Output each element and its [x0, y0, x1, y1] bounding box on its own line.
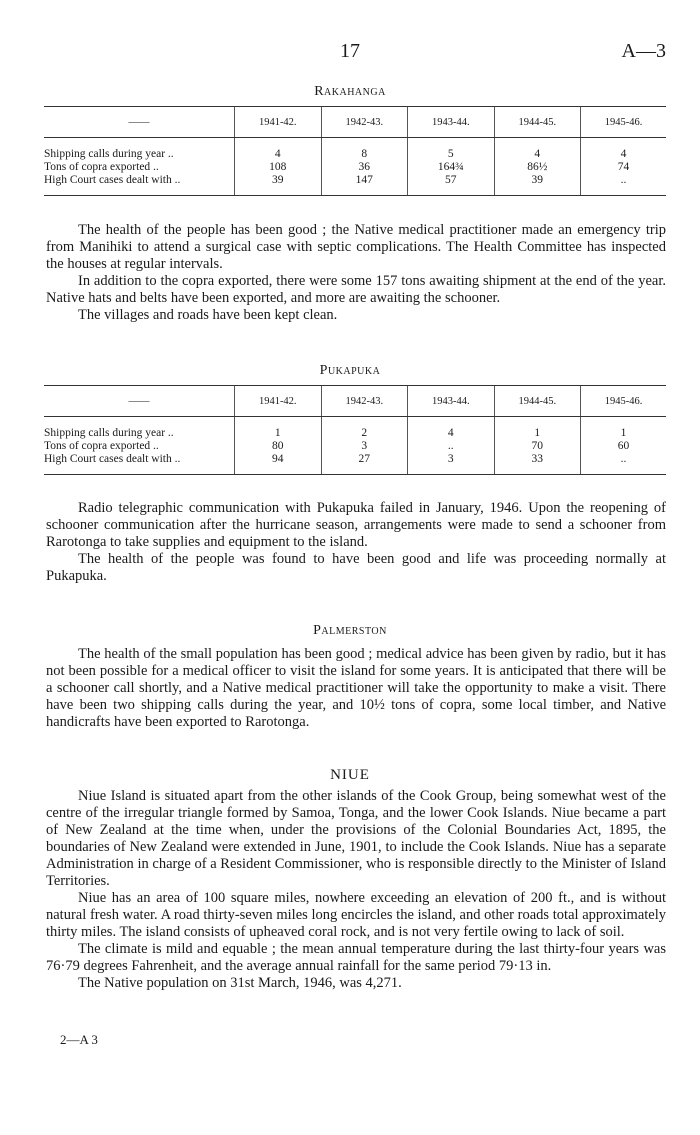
table-header-row [44, 107, 666, 138]
table-cell: 8 [321, 148, 408, 161]
table-cell: 3 [321, 440, 408, 453]
table-cell: 36 [321, 161, 408, 174]
table-row [44, 453, 666, 466]
table-row [44, 440, 666, 453]
column-header: 1944-45. [494, 386, 581, 417]
table-cell: 86½ [494, 161, 581, 174]
column-header: 1942-43. [321, 386, 408, 417]
row-label: Tons of copra exported .. [44, 161, 159, 173]
document-reference: A—3 [621, 40, 666, 62]
table-cell: 33 [494, 453, 581, 466]
table-cell: 4 [581, 148, 666, 161]
paragraph: Niue has an area of 100 square miles, nowhere exceeding an elevation of 200 ft., and is without natural fresh water. A road thirty-seven miles long encircles the island, and other roads total approximately thirty miles. The island consists of upheaved coral rock, and is not very fertile owing to lack of soil. [46, 890, 666, 940]
column-header: —— [44, 386, 235, 417]
rakahanga-table [44, 106, 666, 196]
table-cell: 4 [408, 427, 495, 440]
paragraph: The Native population on 31st March, 1946, was 4,271. [78, 975, 402, 991]
section-title-rakahanga: Rakahanga [314, 84, 386, 99]
row-label: Tons of copra exported .. [44, 440, 159, 452]
column-header: —— [44, 107, 235, 138]
column-header: 1941-42. [235, 107, 322, 138]
section-title-palmerston: Palmerston [313, 623, 387, 638]
paragraph: The climate is mild and equable ; the mean annual temperature during the last thirty-four years was 76·79 degrees Fahrenheit, and the average annual rainfall for the same period 79·13 in. [46, 941, 666, 974]
table-cell: 1 [494, 427, 581, 440]
paragraph: The villages and roads have been kept clean. [78, 307, 338, 323]
table-cell: 5 [408, 148, 495, 161]
rakahanga-text [46, 222, 666, 324]
paragraph: The health of the people has been good ; the Native medical practitioner made an emergency trip from Manihiki to attend a surgical case with septic complications. The Health Committee has inspected the houses at regular intervals. [46, 222, 666, 272]
table-row [44, 148, 666, 161]
table-cell: 1 [581, 427, 666, 440]
table-row [44, 161, 666, 174]
column-header: 1943-44. [408, 386, 495, 417]
column-header: 1943-44. [408, 107, 495, 138]
column-header: 1944-45. [494, 107, 581, 138]
column-header: 1942-43. [321, 107, 408, 138]
signature-reference: 2—A 3 [60, 1032, 98, 1047]
table-row [44, 174, 666, 187]
table-cell: 4 [494, 148, 581, 161]
pukapuka-text [46, 500, 666, 585]
pukapuka-table [44, 385, 666, 475]
column-header: 1941-42. [235, 386, 322, 417]
table-cell: 164¾ [408, 161, 495, 174]
palmerston-text [46, 646, 666, 731]
table-cell: .. [581, 453, 666, 466]
section-title-niue: NIUE [330, 767, 370, 783]
row-label: Shipping calls during year .. [44, 427, 174, 439]
table-cell: 74 [581, 161, 666, 174]
paragraph: Niue Island is situated apart from the other islands of the Cook Group, being somewhat west of the centre of the irregular triangle formed by Samoa, Tonga, and the lower Cook Islands. Niue became a part of New Zealand at the time when, under the provisions of the Colonial Boundaries Act, 1895, the boundaries of New Zealand were extended in June, 1901, to include the Cook Islands. Niue has a separate Administration in charge of a Resident Commissioner, who is responsible directly to the Minister of Island Territories. [46, 788, 666, 889]
table-cell: 60 [581, 440, 666, 453]
paragraph: The health of the people was found to have been good and life was proceeding normally at Pukapuka. [46, 551, 666, 584]
table-cell: 1 [235, 427, 322, 440]
niue-text [46, 788, 666, 992]
row-label: High Court cases dealt with .. [44, 174, 181, 186]
table-cell: 147 [321, 174, 408, 187]
table-cell: .. [581, 174, 666, 187]
page-header [0, 40, 700, 64]
table-cell: 27 [321, 453, 408, 466]
table-cell: 108 [235, 161, 322, 174]
table-cell: 80 [235, 440, 322, 453]
column-header: 1945-46. [581, 386, 666, 417]
table-cell: 57 [408, 174, 495, 187]
table-cell: 39 [494, 174, 581, 187]
row-label: High Court cases dealt with .. [44, 453, 181, 465]
table-header-row [44, 386, 666, 417]
table-cell: 39 [235, 174, 322, 187]
paragraph: Radio telegraphic communication with Pukapuka failed in January, 1946. Upon the reopening of schooner communication after the hurricane season, arrangements were made to send a schooner from Rarotonga to take supplies and equipment to the island. [46, 500, 666, 550]
table-cell: 94 [235, 453, 322, 466]
table-cell: 70 [494, 440, 581, 453]
column-header: 1945-46. [581, 107, 666, 138]
paragraph: The health of the small population has been good ; medical advice has been given by radio, but it has not been possible for a medical officer to visit the island for some years. It is anticipated that there will be a schooner call shortly, and a Native medical practitioner will take the opportunity to make a visit. There have been two shipping calls during the year, and 10½ tons of copra, some local timber, and Native handicrafts have been exported to Rarotonga. [46, 646, 666, 730]
row-label: Shipping calls during year .. [44, 148, 174, 160]
section-title-pukapuka: Pukapuka [319, 363, 381, 378]
table-cell: 3 [408, 453, 495, 466]
table-cell: 4 [235, 148, 322, 161]
table-cell: .. [408, 440, 495, 453]
page-number: 17 [340, 40, 360, 62]
table-row [44, 427, 666, 440]
table-cell: 2 [321, 427, 408, 440]
paragraph: In addition to the copra exported, there were some 157 tons awaiting shipment at the end of the year. Native hats and belts have been exported, and more are awaiting the schooner. [46, 273, 666, 306]
